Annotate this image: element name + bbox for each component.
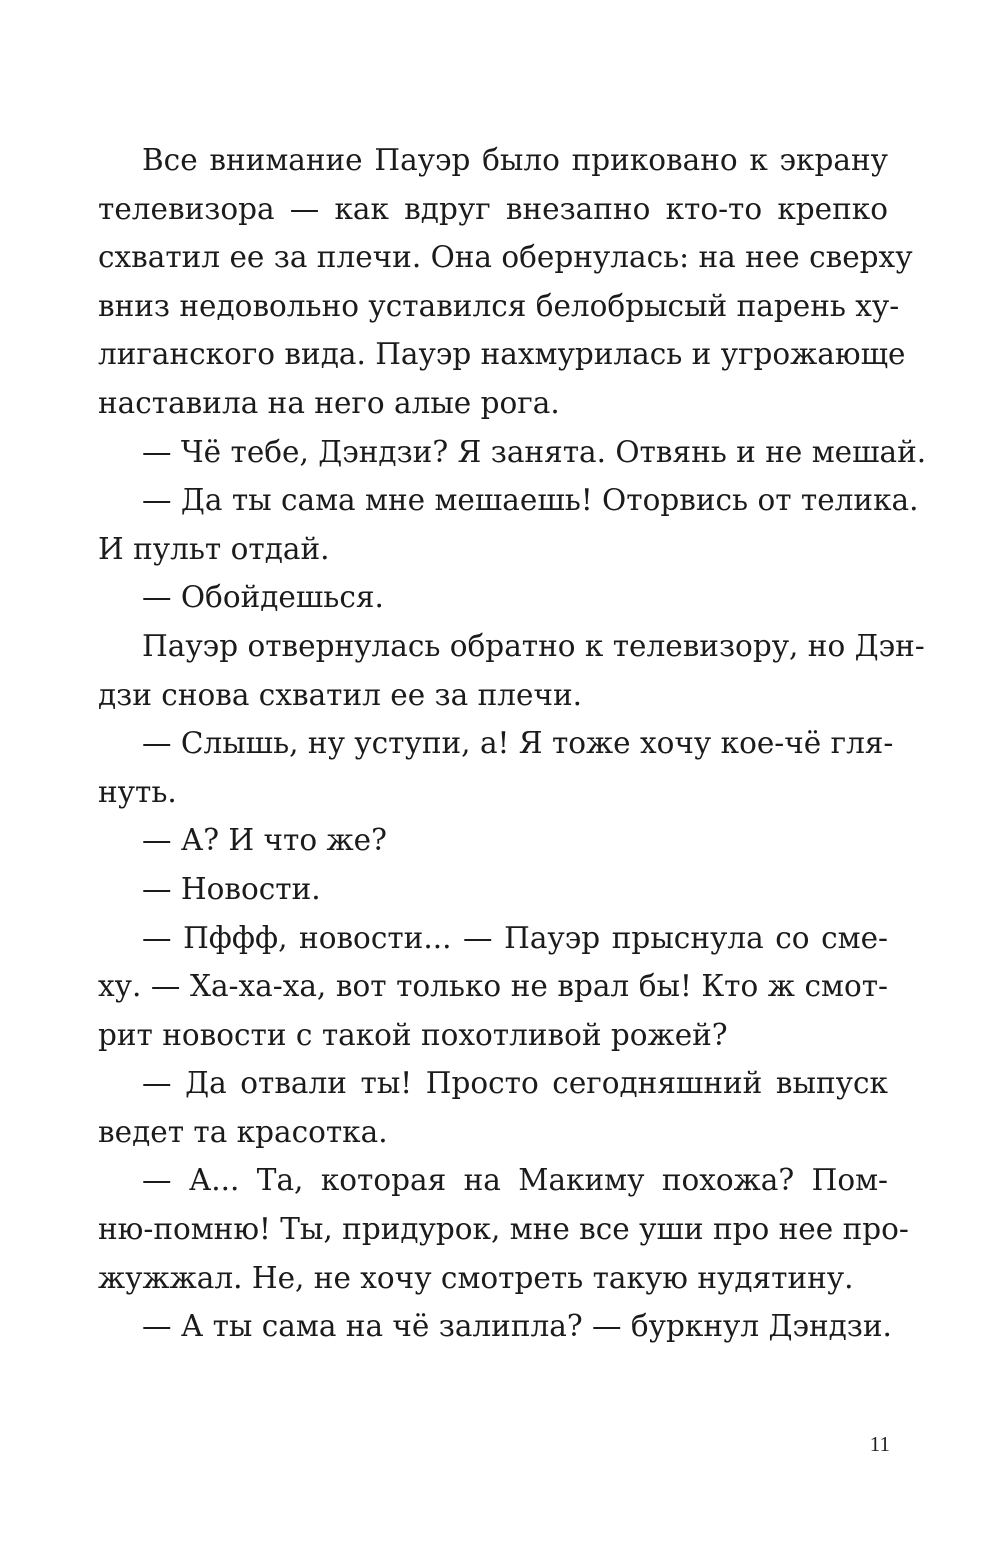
text-line: наставила на него алые рога. — [98, 385, 560, 420]
text-line: лиганского вида. Пауэр нахмурилась и угрожающе — [98, 337, 906, 372]
text-line: жужжал. Не, не хочу смотреть такую нудятину. — [98, 1260, 854, 1295]
text-line: — Слышь, ну уступи, а! Я тоже хочу кое-чё гля- — [142, 726, 894, 761]
text-line: — Пффф, новости... — Пауэр прыснула со сме- — [142, 920, 888, 955]
text-line: И пульт отдай. — [98, 531, 330, 566]
text-line: — Обойдешься. — [142, 580, 384, 615]
text-line: — А... Та, которая на Макиму похожа? Пом- — [142, 1163, 888, 1198]
text-line: Пауэр отвернулась обратно к телевизору, но Дэн- — [142, 628, 925, 663]
text-line: ведет та красотка. — [98, 1114, 388, 1149]
text-line: дзи снова схватил ее за плечи. — [98, 677, 583, 712]
text-line: — Да ты сама мне мешаешь! Оторвись от телика. — [142, 483, 919, 518]
text-line: — А ты сама на чё залипла? — буркнул Дэндзи. — [142, 1309, 892, 1344]
page-text — [98, 136, 927, 1351]
text-line: телевизора — как вдруг внезапно кто-то крепко — [98, 191, 888, 226]
text-line: ню-помню! Ты, придурок, мне все уши про нее про- — [98, 1212, 909, 1247]
text-line: схватил ее за плечи. Она обернулась: на нее сверху — [98, 240, 913, 275]
text-line: нуть. — [98, 774, 177, 809]
text-line: — Новости. — [142, 871, 321, 906]
text-line: вниз недовольно уставился белобрысый парень ху- — [98, 288, 900, 323]
text-line: ху. — Ха-ха-ха, вот только не врал бы! Кто ж смот- — [98, 969, 888, 1004]
text-line: — А? И что же? — [142, 823, 387, 858]
text-line: — Чё тебе, Дэндзи? Я занята. Отвянь и не мешай. — [142, 434, 927, 469]
text-line: — Да отвали ты! Просто сегодняшний выпуск — [142, 1066, 888, 1101]
text-line: Все внимание Пауэр было приковано к экрану — [142, 143, 888, 177]
text-line: рит новости с такой похотливой рожей? — [98, 1017, 728, 1052]
page-number: 11 — [869, 1432, 890, 1456]
